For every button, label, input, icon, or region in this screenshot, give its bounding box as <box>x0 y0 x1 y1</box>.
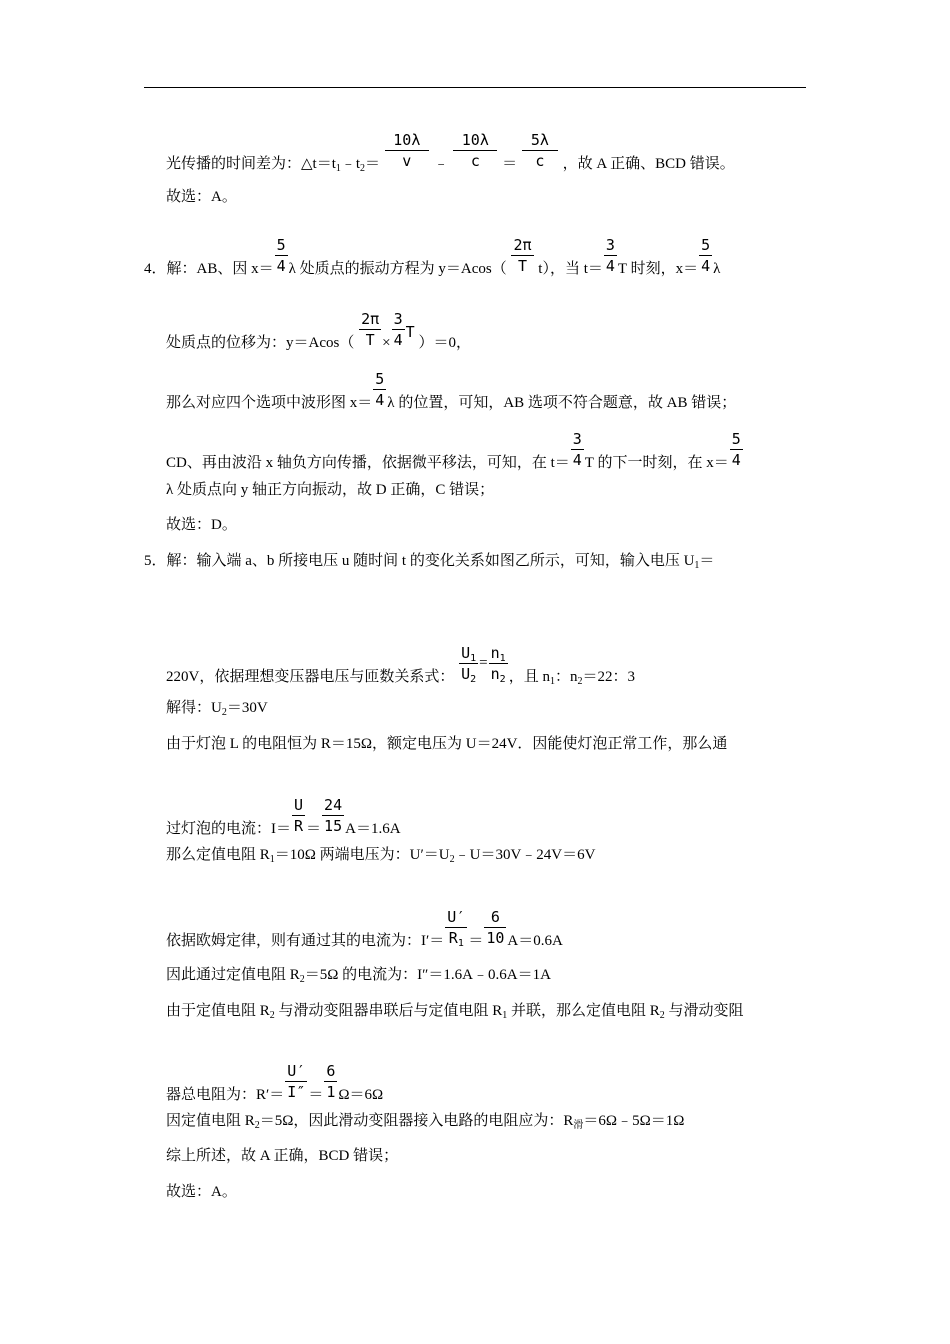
subscript: 2 <box>360 162 366 174</box>
fraction-24-15 <box>322 796 344 835</box>
text: A＝1.6A <box>345 820 401 837</box>
text: 由于定值电阻 R <box>166 1003 270 1019</box>
numerator: 5 <box>276 236 286 254</box>
text: 处质点的位移为：y＝Acos（ <box>166 334 355 351</box>
denominator: c <box>470 152 480 170</box>
numerator: 6 <box>484 908 506 928</box>
fraction-3-4 <box>571 430 584 469</box>
fraction-6-10 <box>484 908 506 947</box>
fraction-5-4 <box>699 236 712 275</box>
text: ＝22：3 <box>582 668 635 685</box>
numerator: 6 <box>326 1062 336 1080</box>
text: λ 的位置，可知，AB 选项不符合题意，故 AB 错误； <box>387 394 737 411</box>
fraction-10lambda-over-v <box>385 131 429 170</box>
numerator: 10λ <box>385 131 429 151</box>
numerator: 3 <box>393 310 403 328</box>
numerator: n <box>490 644 500 662</box>
fraction-6-1 <box>324 1062 337 1101</box>
text: T <box>405 322 415 341</box>
text: ＝ <box>468 932 484 949</box>
text: ＝ <box>308 1086 324 1103</box>
subscript: 滑 <box>573 1120 584 1131</box>
denominator: 1 <box>326 1083 336 1101</box>
subscript: 2 <box>577 675 583 687</box>
denominator: 4 <box>701 257 711 275</box>
subscript: 1 <box>549 675 555 687</box>
numerator: 5λ <box>522 131 558 151</box>
subscript: 2 <box>221 707 227 718</box>
numerator: 5 <box>731 430 741 448</box>
subscript: 2 <box>659 1010 665 1021</box>
text: ＝ <box>306 820 322 837</box>
text: λ 处质点的振动方程为 y＝Acos（ <box>288 260 507 277</box>
denominator: 4 <box>605 257 615 275</box>
s5-line-6 <box>166 846 595 864</box>
denominator: I″ <box>287 1083 306 1101</box>
text: 与滑动变阻器串联后与定值电阻 R <box>274 1003 503 1019</box>
subscript: 2 <box>470 674 477 685</box>
text: 那么对应四个选项中波形图 x＝ <box>166 394 373 411</box>
subscript: 1 <box>269 854 275 865</box>
text: T 的下一时刻，在 x＝ <box>584 454 729 471</box>
fraction-5-4 <box>275 236 288 275</box>
text: × <box>382 334 391 351</box>
numerator: 10λ <box>453 131 497 151</box>
text: CD、再由波沿 x 轴负方向传播，依据微平移法，可知，在 t＝ <box>166 454 570 471</box>
fraction-2pi-T <box>359 310 381 349</box>
subscript: 2 <box>254 1120 260 1131</box>
fraction-2pi-T <box>511 236 533 275</box>
s5-line-10 <box>166 1062 384 1115</box>
denominator: 4 <box>731 451 741 469</box>
denominator: v <box>402 152 412 170</box>
denominator: R <box>294 817 304 835</box>
text: ，且 n <box>508 668 550 685</box>
subscript: 1 <box>502 1010 508 1021</box>
text: ＝ <box>502 155 518 172</box>
text: ＝5Ω 的电流为：I″＝1.6A﹣0.6A＝1A <box>304 967 551 983</box>
s5-line-4: 由于灯泡 L 的电阻恒为 R＝15Ω，额定电压为 U＝24V．因能使灯泡正常工作，那么通 <box>166 736 728 752</box>
fraction-5-4 <box>730 430 743 469</box>
text: λ <box>713 260 721 277</box>
text: 220V，依据理想变压器电压与匝数关系式： <box>166 668 455 685</box>
text: = <box>479 654 488 671</box>
text: ＝5Ω，因此滑动变阻器接入电路的电阻应为：R <box>259 1113 574 1129</box>
text: ＝10Ω 两端电压为：U′＝U <box>274 847 450 863</box>
numerator: U <box>294 796 304 814</box>
s4-line-4 <box>166 430 744 483</box>
denominator: 10 <box>486 929 505 947</box>
s4-answer: 故选：D。 <box>166 517 237 533</box>
text: ＝6Ω﹣5Ω＝1Ω <box>583 1113 685 1129</box>
text: 并联，那么定值电阻 R <box>507 1003 660 1019</box>
text: Ω＝6Ω <box>338 1086 384 1103</box>
text: 依据欧姆定律，则有通过其的电流为：I′＝ <box>166 932 445 949</box>
text: ﹣t <box>340 155 361 172</box>
fraction-5-4 <box>373 370 386 409</box>
text: 4．解：AB、因 x＝ <box>144 260 274 277</box>
text: 过灯泡的电流：I＝ <box>166 820 291 837</box>
subscript: 1 <box>470 653 477 664</box>
s4-line-3 <box>166 370 737 423</box>
s4-line-5: λ 处质点向 y 轴正方向振动，故 D 正确，C 错误； <box>166 482 495 498</box>
denominator: T <box>518 257 528 275</box>
s5-line-2 <box>166 644 635 697</box>
fraction-U1-U2 <box>459 644 478 683</box>
text: T 时刻，x＝ <box>617 260 699 277</box>
fraction-5lambda-over-c <box>522 131 558 170</box>
s3-answer: 故选：A。 <box>166 189 237 205</box>
denominator: 4 <box>375 391 385 409</box>
subscript: 2 <box>449 854 455 865</box>
denominator: 4 <box>572 451 582 469</box>
fraction-U-prime-I-double-prime <box>285 1062 307 1101</box>
denominator: R <box>448 929 458 947</box>
fraction-U-R <box>292 796 305 835</box>
text: t），当 t＝ <box>538 260 603 277</box>
denominator: 15 <box>324 817 343 835</box>
s5-line-9 <box>166 1002 744 1020</box>
numerator: U′ <box>287 1062 306 1080</box>
text: ，故 A 正确、BCD 错误。 <box>562 155 735 172</box>
text: 那么定值电阻 R <box>166 847 270 863</box>
text: 因定值电阻 R <box>166 1113 255 1129</box>
subscript: 1 <box>457 938 464 949</box>
text: ＝30V <box>226 700 268 716</box>
text: ）＝0， <box>418 334 471 351</box>
denominator: U <box>461 665 471 683</box>
numerator: 5 <box>701 236 711 254</box>
s5-line-5 <box>166 796 401 849</box>
s5-answer: 故选：A。 <box>166 1184 237 1200</box>
numerator: 24 <box>324 796 343 814</box>
fraction-10lambda-over-c <box>453 131 497 170</box>
s5-line-12: 综上所述，故 A 正确，BCD 错误； <box>166 1148 399 1164</box>
fraction-U-prime-R1 <box>445 908 467 947</box>
subscript: 1 <box>499 653 506 664</box>
denominator: n <box>490 665 500 683</box>
fraction-3-4 <box>604 236 617 275</box>
numerator: 3 <box>605 236 615 254</box>
numerator: 5 <box>375 370 385 388</box>
text: ＝ <box>365 155 381 172</box>
numerator: 3 <box>572 430 582 448</box>
text: 解得：U <box>166 700 222 716</box>
subscript: 2 <box>499 674 506 685</box>
text: ﹣ <box>433 155 449 172</box>
subscript: 2 <box>269 1010 275 1021</box>
text: 与滑动变阻 <box>664 1003 744 1019</box>
denominator: 4 <box>393 331 403 349</box>
text: ﹣U＝30V﹣24V＝6V <box>454 847 596 863</box>
numerator: 2π <box>513 236 532 254</box>
header-rule <box>144 87 806 88</box>
text: 器总电阻为：R′＝ <box>166 1086 285 1103</box>
subscript: 1 <box>694 560 700 571</box>
subscript: 2 <box>299 974 305 985</box>
subscript: 1 <box>335 162 341 174</box>
text: A＝0.6A <box>507 932 563 949</box>
text: ：n <box>554 668 578 685</box>
text: 光传播的时间差为：△t＝t <box>166 155 336 172</box>
s5-line-1 <box>144 552 714 570</box>
denominator: c <box>535 152 545 170</box>
s5-line-3 <box>166 699 268 717</box>
s5-line-11 <box>166 1112 684 1130</box>
text: 因此通过定值电阻 R <box>166 967 300 983</box>
numerator: 2π <box>361 310 380 328</box>
s5-line-7 <box>166 908 563 961</box>
denominator: 4 <box>276 257 286 275</box>
fraction-n1-n2 <box>489 644 508 683</box>
text: 5．解：输入端 a、b 所接电压 u 随时间 t 的变化关系如图乙所示，可知，输入电压 U <box>144 553 695 569</box>
text: ＝ <box>699 553 715 569</box>
numerator: U′ <box>447 908 466 926</box>
fraction-3-4 <box>392 310 405 349</box>
denominator: T <box>365 331 375 349</box>
s5-line-8 <box>166 966 551 984</box>
numerator: U <box>461 644 471 662</box>
